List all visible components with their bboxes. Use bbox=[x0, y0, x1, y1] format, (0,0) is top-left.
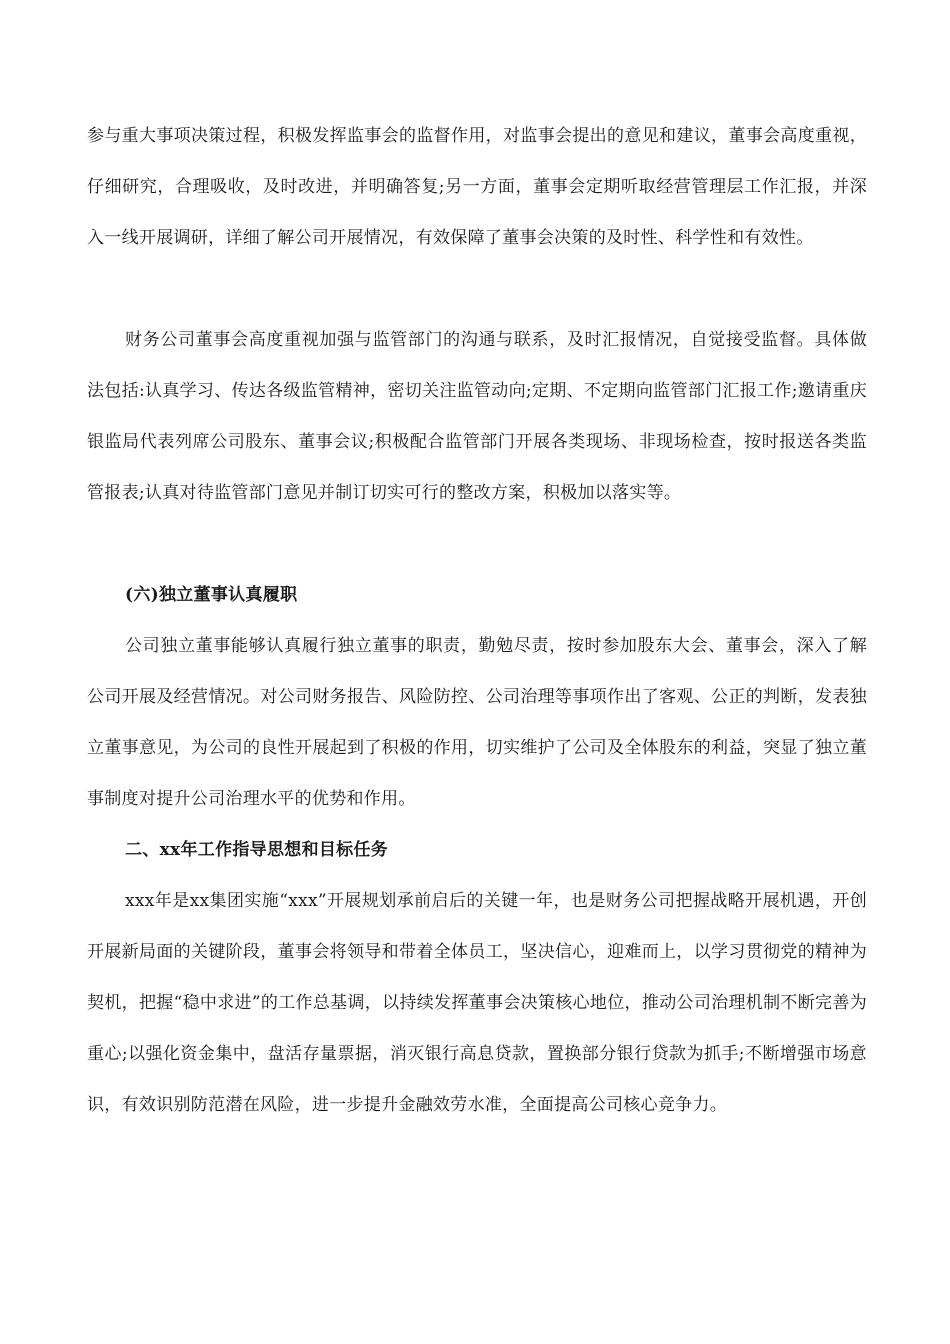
paragraph-board-supervision: 参与重大事项决策过程，积极发挥监事会的监督作用，对监事会提出的意见和建议，董事会高度重视，仔细研究，合理吸收，及时改进，并明确答复;另一方面，董事会定期听取经营管理层工作汇报，并深入一线开展调研，详细了解公司开展情况，有效保障了董事会决策的及时性、科学性和有效性。 bbox=[87, 126, 867, 248]
paragraph-regulatory-communication: 财务公司董事会高度重视加强与监管部门的沟通与联系，及时汇报情况，自觉接受监督。具体做法包括:认真学习、传达各级监管精神，密切关注监管动向;定期、不定期向监管部门汇报工作;邀请重庆银监局代表列席公司股东、董事会议;积极配合监管部门开展各类现场、非现场检查，按时报送各类监管报表;认真对待监管部门意见并制订切实可行的整改方案，积极加以落实等。 bbox=[87, 330, 867, 503]
paragraph-independent-directors: 公司独立董事能够认真履行独立董事的职责，勤勉尽责，按时参加股东大会、董事会，深入了解公司开展及经营情况。对公司财务报告、风险防控、公司治理等事项作出了客观、公正的判断，发表独立董事意见，为公司的良性开展起到了积极的作用，切实维护了公司及全体股东的利益，突显了独立董事制度对提升公司治理水平的优势和作用。 bbox=[87, 636, 867, 809]
section-heading-independent-directors: (六)独立董事认真履职 bbox=[125, 585, 298, 605]
paragraph-guiding-ideology: xxx年是xx集团实施“xxx”开展规划承前启后的关键一年，也是财务公司把握战略开展机遇，开创开展新局面的关键阶段，董事会将领导和带着全体员工，坚决信心，迎难而上，以学习贯彻党的精神为契机，把握“稳中求进”的工作总基调，以持续发挥董事会决策核心地位，推动公司治理机制不断完善为重心;以强化资金集中，盘活存量票据，消灭银行高息贷款，置换部分银行贷款为抓手;不断增强市场意识，有效识别防范潜在风险，进一步提升金融效劳水准，全面提高公司核心竞争力。 bbox=[87, 891, 867, 1115]
section-heading-guiding-ideology: 二、xx年工作指导思想和目标任务 bbox=[125, 840, 389, 860]
